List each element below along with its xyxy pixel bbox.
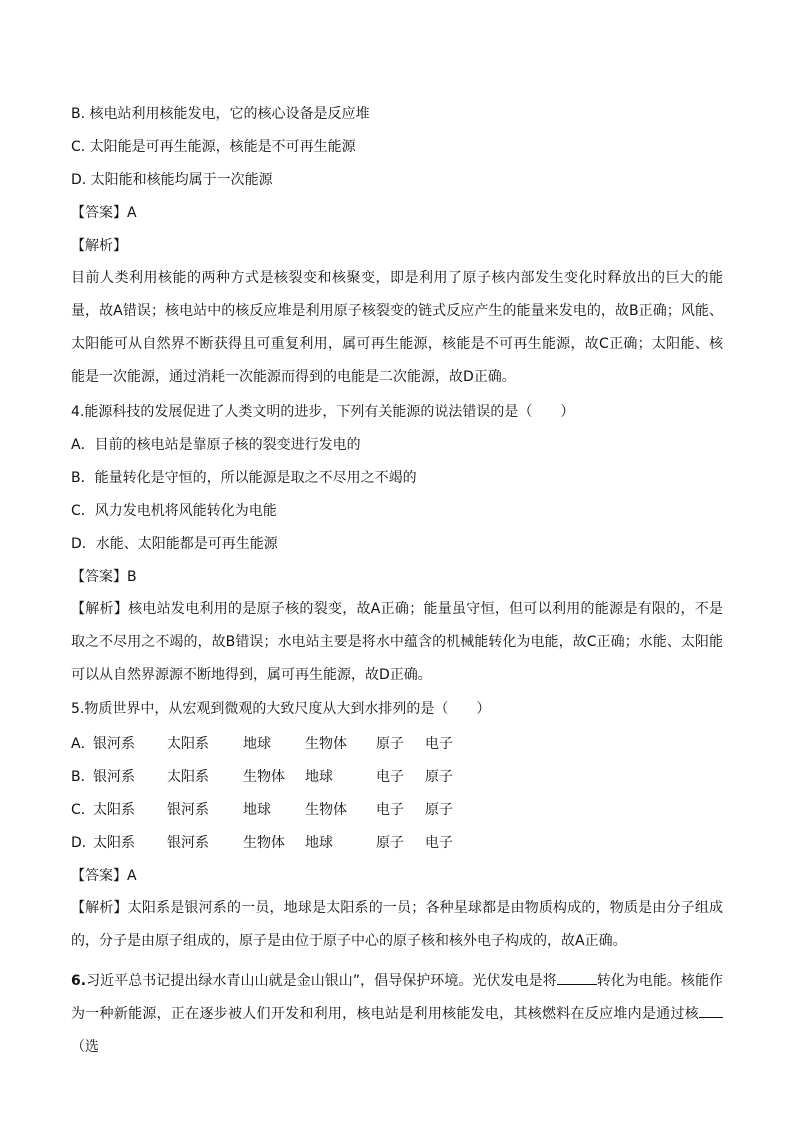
option-label: D． (71, 835, 96, 851)
option-item: 电子 (425, 835, 453, 851)
q3-answer: 【答案】A (71, 205, 137, 221)
q3-analysis-label: 【解析】 (71, 238, 127, 254)
q3-option-c: C. 太阳能是可再生能源，核能是不可再生能源 (71, 139, 356, 155)
option-item: 银河系 (93, 736, 135, 752)
q6-text-3: （选 (71, 1039, 99, 1055)
option-item: 生物体 (305, 736, 347, 752)
option-item: 地球 (305, 835, 333, 851)
q5-answer: 【答案】A (71, 868, 137, 884)
q3-option-b: B. 核电站利用核能发电，它的核心设备是反应堆 (71, 106, 370, 122)
option-item: 银河系 (167, 802, 209, 818)
q5-stem: 5.物质世界中，从宏观到微观的大致尺度从大到水排列的是（ ） (71, 701, 491, 717)
option-item: 太阳系 (167, 769, 209, 785)
q6-stem (71, 965, 723, 1064)
q4-option-b: B．能量转化是守恒的，所以能源是取之不尽用之不竭的 (71, 470, 417, 486)
q4-analysis-label: 【解析】 (71, 601, 129, 617)
option-label: A． (71, 736, 95, 752)
q5-analysis-text: 太阳系是银河系的一员，地球是太阳系的一员；各种星球都是由物质构成的，物质是由分子组成的，分子是由原子组成的，原子是由位于原子中心的原子核和核外电子构成的，故A正确。 (71, 900, 724, 949)
q4-analysis-text: 核电站发电利用的是原子核的裂变，故A正确；能量虽守恒，但可以利用的能源是有限的，不是取之不尽用之不竭的，故B错误；水电站主要是将水中蕴含的机械能转化为电能，故C正确；水能、太阳能可以从自然界源源不断地得到，属可再生能源，故D正确。 (71, 601, 724, 683)
option-label: C． (71, 802, 95, 818)
option-item: 银河系 (93, 769, 135, 785)
q5-analysis-label: 【解析】 (71, 900, 128, 916)
q3-option-d: D. 太阳能和核能均属于一次能源 (71, 172, 273, 188)
option-item: 原子 (425, 802, 453, 818)
q4-option-a: A．目前的核电站是靠原子核的裂变进行发电的 (71, 437, 361, 453)
q4-stem: 4.能源科技的发展促进了人类文明的进步，下列有关能源的说法错误的是（ ） (71, 404, 575, 420)
option-item: 地球 (305, 769, 333, 785)
option-item: 太阳系 (93, 802, 135, 818)
option-item: 太阳系 (167, 736, 209, 752)
q3-analysis: 目前人类利用核能的两种方式是核裂变和核聚变，即是利用了原子核内部发生变化时释放出的巨大的能量，故A错误；核电站中的核反应堆是利用原子核裂变的链式反应产生的能量来发电的，故B正确；风能、太阳能可从自然界不断获得且可重复利用，属可再生能源，核能是不可再生能源，故C正确；太阳能、核能是一次能源，通过消耗一次能源而得到的电能是二次能源，故D正确。 (71, 270, 723, 385)
q5-analysis (71, 892, 723, 958)
option-label: B． (71, 769, 95, 785)
option-item: 太阳系 (93, 835, 135, 851)
q6-number: 6. (71, 973, 87, 989)
option-item: 生物体 (305, 802, 347, 818)
q4-analysis (71, 593, 723, 692)
option-item: 地球 (243, 736, 271, 752)
q6-text-2: 转化为电能。核能作为一种新能源，正在逐步被人们开发和利用，核电站是利用核能发电，其核燃料在反应堆内是通过核 (71, 973, 723, 1022)
q6-blank-1 (557, 970, 597, 985)
q6-text-1: 习近平总书记提出绿水青山山就是金山银山”，倡导保护环境。光伏发电是将 (86, 973, 557, 989)
option-item: 原子 (376, 736, 404, 752)
option-item: 原子 (425, 769, 453, 785)
option-item: 银河系 (167, 835, 209, 851)
q6-blank-2 (699, 1003, 723, 1018)
option-item: 电子 (376, 769, 404, 785)
q4-option-c: C．风力发电机将风能转化为电能 (71, 503, 277, 519)
option-item: 电子 (376, 802, 404, 818)
option-item: 原子 (376, 835, 404, 851)
option-item: 生物体 (243, 769, 285, 785)
option-item: 生物体 (243, 835, 285, 851)
option-item: 电子 (425, 736, 453, 752)
q4-option-d: D．水能、太阳能都是可再生能源 (71, 536, 278, 552)
q4-answer: 【答案】B (71, 569, 137, 585)
option-item: 地球 (243, 802, 271, 818)
